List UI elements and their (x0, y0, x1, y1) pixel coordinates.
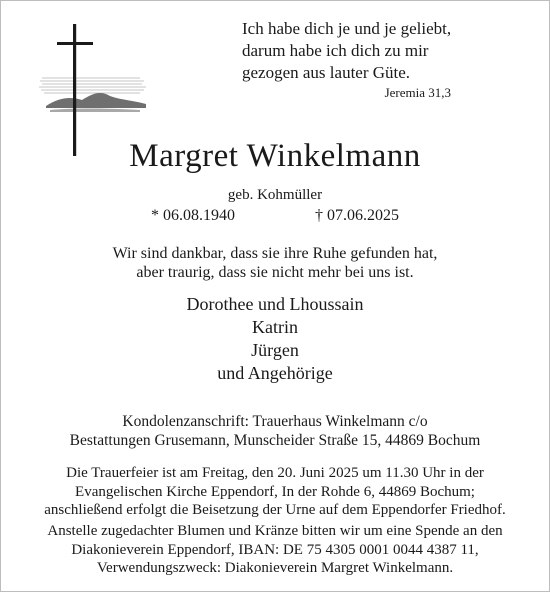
funeral-line: Evangelischen Kirche Eppendorf, In der Rohde 6, 44869 Bochum; (75, 483, 475, 500)
quote-line: darum habe ich dich zu mir (242, 41, 429, 60)
condolence-address (0, 412, 550, 450)
donation-request (0, 522, 550, 578)
death-date: † 07.06.2025 (315, 207, 399, 224)
mourner-name: Jürgen (251, 340, 299, 360)
donation-line: Anstelle zugedachter Blumen und Kränze bitten wir um eine Spende an den (47, 523, 503, 539)
mourners-list (0, 293, 550, 385)
remembrance-verse (0, 244, 550, 282)
mourner-name: Katrin (252, 317, 298, 337)
donation-line: Verwendungszweck: Diakonieverein Margret Winkelmann. (96, 560, 454, 576)
verse-line: Wir sind dankbar, dass sie ihre Ruhe gefunden hat, (112, 245, 438, 262)
quote-line: Ich habe dich je und je geliebt, (242, 19, 452, 38)
donation-line: Diakonieverein Eppendorf, IBAN: DE 75 4305 0001 0044 4387 11, (71, 541, 479, 558)
birth-date: * 06.08.1940 (151, 207, 235, 224)
maiden-name: geb. Kohmüller (227, 187, 323, 203)
quote-reference: Jeremia 31,3 (384, 85, 451, 100)
bible-quote (242, 18, 502, 84)
condolence-line: Bestattungen Grusemann, Munscheider Straße 15, 44869 Bochum (69, 432, 481, 449)
life-dates (0, 207, 550, 225)
funeral-line: Die Trauerfeier ist am Freitag, den 20. Juni 2025 um 11.30 Uhr in der (66, 465, 484, 481)
deceased-name: Margret Winkelmann (129, 138, 421, 174)
mourner-name: Dorothee und Lhoussain (186, 294, 364, 314)
mourner-name: und Angehörige (217, 363, 333, 383)
verse-line: aber traurig, dass sie nicht mehr bei uns ist. (136, 264, 414, 281)
funeral-line: anschließend erfolgt die Beisetzung der Urne auf dem Eppendorfer Friedhof. (44, 502, 506, 518)
condolence-line: Kondolenzanschrift: Trauerhaus Winkelmann c/o (122, 413, 428, 430)
quote-line: gezogen aus lauter Güte. (242, 63, 411, 82)
funeral-details (0, 464, 550, 520)
